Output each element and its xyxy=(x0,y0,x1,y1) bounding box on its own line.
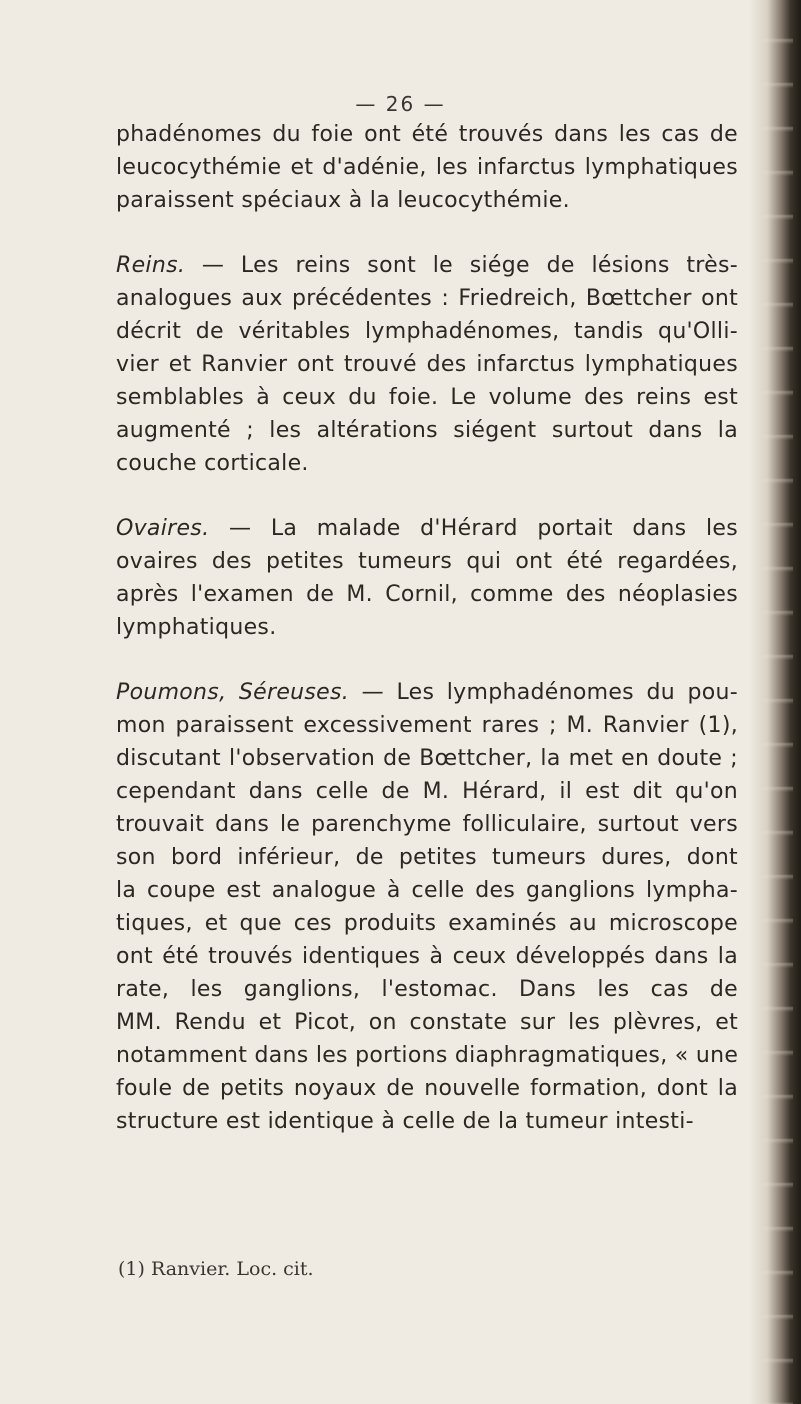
paragraph xyxy=(116,249,738,480)
line-text: cependant dans celle de M. Hérard, il est dit qu'on xyxy=(116,779,738,804)
line-text: discutant l'observation de Bœttcher, la met en doute ; xyxy=(116,746,738,771)
line-text: ovaires des petites tumeurs qui ont été regardées, xyxy=(116,549,738,574)
text-line xyxy=(116,874,738,907)
text-line xyxy=(116,676,738,709)
line-text: vier et Ranvier ont trouvé des infarctus lymphatiques xyxy=(116,352,738,377)
paragraph-gap xyxy=(116,217,738,249)
page-number: — 26 — xyxy=(355,92,446,116)
line-text: la coupe est analogue à celle des ganglions lympha- xyxy=(116,878,738,903)
paragraph xyxy=(116,512,738,644)
paragraph-gap xyxy=(116,644,738,676)
line-text: son bord inférieur, de petites tumeurs dures, dont xyxy=(116,845,738,870)
line-text: rate, les ganglions, l'estomac. Dans les cas de xyxy=(116,977,738,1002)
text-line xyxy=(116,447,738,480)
line-text: phadénomes du foie ont été trouvés dans les cas de xyxy=(116,122,738,147)
text-line xyxy=(116,907,738,940)
line-text: paraissent spéciaux à la leucocythémie. xyxy=(116,188,570,213)
text-line xyxy=(116,775,738,808)
line-text: MM. Rendu et Picot, on constate sur les plèvres, et xyxy=(116,1010,738,1035)
body-text xyxy=(116,118,738,1138)
text-line xyxy=(116,348,738,381)
line-text: analogues aux précédentes : Friedreich, Bœttcher ont xyxy=(116,286,738,311)
line-text: mon paraissent excessivement rares ; M. Ranvier (1), xyxy=(116,713,738,738)
line-text: après l'examen de M. Cornil, comme des néoplasies xyxy=(116,582,738,607)
binding-texture xyxy=(763,0,793,1404)
line-text: lymphatiques. xyxy=(116,615,277,640)
text-line xyxy=(116,973,738,1006)
footnote: (1) Ranvier. Loc. cit. xyxy=(118,1258,314,1280)
text-line xyxy=(116,249,738,282)
text-line xyxy=(116,184,738,217)
text-line xyxy=(116,381,738,414)
line-text: leucocythémie et d'adénie, les infarctus lymphatiques xyxy=(116,155,738,180)
text-line xyxy=(116,512,738,545)
text-line xyxy=(116,414,738,447)
line-text: foule de petits noyaux de nouvelle formation, dont la xyxy=(116,1076,738,1101)
line-text: trouvait dans le parenchyme folliculaire, surtout vers xyxy=(116,812,738,837)
text-line xyxy=(116,841,738,874)
text-line xyxy=(116,315,738,348)
paragraph-gap xyxy=(116,480,738,512)
section-heading: Reins. xyxy=(116,253,186,278)
section-heading: Ovaires. xyxy=(116,516,210,541)
text-line xyxy=(116,709,738,742)
text-line xyxy=(116,940,738,973)
line-text: notamment dans les portions diaphragmatiques, « une xyxy=(116,1043,739,1068)
line-text: tiques, et que ces produits examinés au microscope xyxy=(116,911,738,936)
paragraph xyxy=(116,676,738,1138)
text-line xyxy=(116,1105,738,1138)
line-text: couche corticale. xyxy=(116,451,309,476)
text-line xyxy=(116,282,738,315)
line-text: semblables à ceux du foie. Le volume des reins est xyxy=(116,385,738,410)
text-line xyxy=(116,742,738,775)
text-line xyxy=(116,808,738,841)
section-heading: Poumons, Séreuses. xyxy=(116,680,350,705)
line-text: décrit de véritables lymphadénomes, tandis qu'Olli- xyxy=(116,319,738,344)
line-text: ont été trouvés identiques à ceux développés dans la xyxy=(116,944,738,969)
line-text: — La malade d'Hérard portait dans les xyxy=(209,516,738,541)
text-line xyxy=(116,578,738,611)
text-line xyxy=(116,118,738,151)
text-line xyxy=(116,1072,738,1105)
line-text: structure est identique à celle de la tumeur intesti- xyxy=(116,1109,694,1134)
line-text: — Les reins sont le siége de lésions très- xyxy=(185,253,738,278)
text-line xyxy=(116,545,738,578)
line-text: augmenté ; les altérations siégent surtout dans la xyxy=(116,418,738,443)
text-line xyxy=(116,151,738,184)
paragraph xyxy=(116,118,738,217)
line-text: — Les lymphadénomes du pou- xyxy=(349,680,739,705)
text-line xyxy=(116,611,738,644)
text-line xyxy=(116,1039,738,1072)
text-line xyxy=(116,1006,738,1039)
